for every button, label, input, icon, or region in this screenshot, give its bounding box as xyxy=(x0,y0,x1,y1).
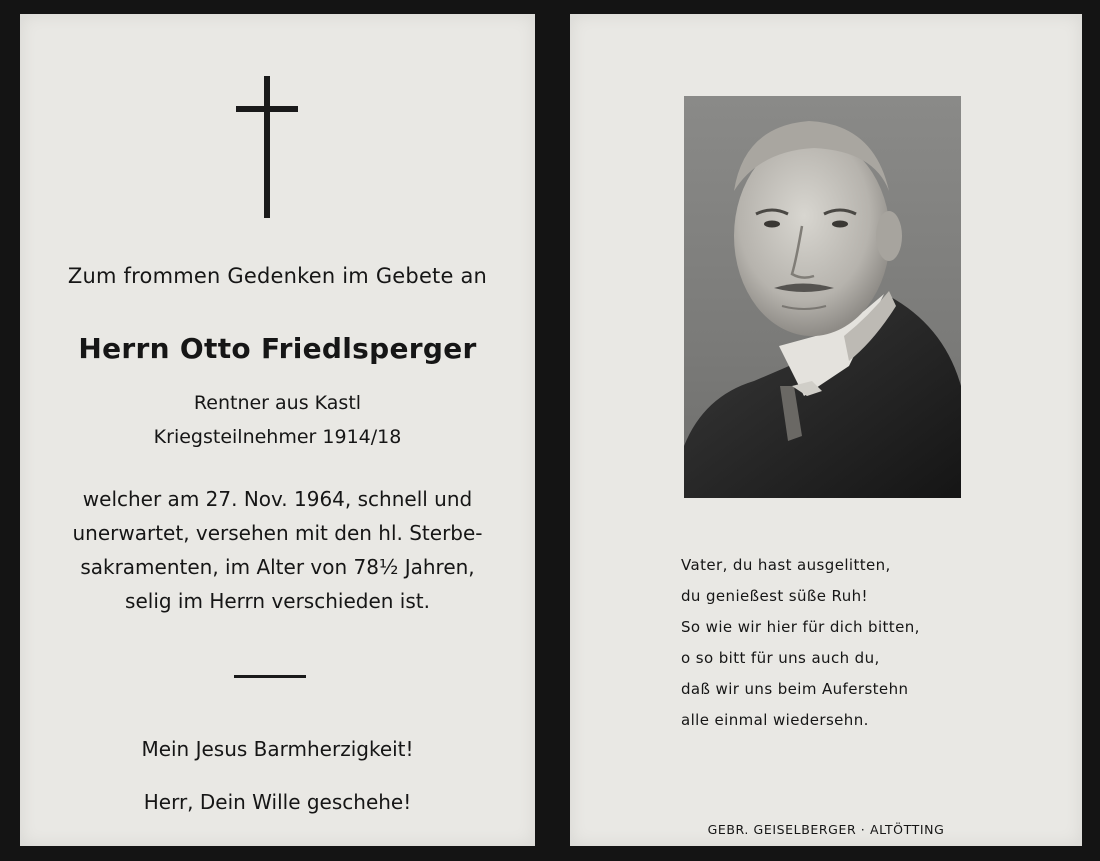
portrait-photo xyxy=(684,96,961,498)
death-line-4: selig im Herrn verschieden ist. xyxy=(125,589,430,613)
prayer-will: Herr, Dein Wille geschehe! xyxy=(143,790,412,814)
cross-vertical-bar xyxy=(264,76,270,218)
poem-line-1: Vater, du hast ausgelitten, xyxy=(681,556,891,574)
prayer-mercy: Mein Jesus Barmherzigkeit! xyxy=(141,737,414,761)
occupation-text: Rentner aus Kastl xyxy=(193,392,362,414)
poem-line-4: o so bitt für uns auch du, xyxy=(681,649,880,667)
left-page xyxy=(20,14,535,846)
death-notice xyxy=(20,482,535,618)
printer-credit: GEBR. GEISELBERGER · ALTÖTTING xyxy=(707,822,945,837)
memorial-poem xyxy=(681,550,1001,736)
death-line-3: sakramenten, im Alter von 78½ Jahren, xyxy=(80,555,475,579)
cross-horizontal-bar xyxy=(236,106,298,112)
right-page xyxy=(570,14,1082,846)
poem-line-5: daß wir uns beim Auferstehn xyxy=(681,680,909,698)
portrait-illustration xyxy=(684,96,961,498)
death-line-1: welcher am 27. Nov. 1964, schnell und xyxy=(82,487,473,511)
divider-line xyxy=(234,675,306,678)
poem-line-2: du genießest süße Ruh! xyxy=(681,587,868,605)
poem-line-6: alle einmal wiedersehn. xyxy=(681,711,869,729)
deceased-name: Herrn Otto Friedlsperger xyxy=(78,332,477,365)
intro-text: Zum frommen Gedenken im Gebete an xyxy=(67,264,488,288)
veteran-text: Kriegsteilnehmer 1914/18 xyxy=(153,426,402,448)
death-line-2: unerwartet, versehen mit den hl. Sterbe- xyxy=(72,521,483,545)
poem-line-3: So wie wir hier für dich bitten, xyxy=(681,618,920,636)
